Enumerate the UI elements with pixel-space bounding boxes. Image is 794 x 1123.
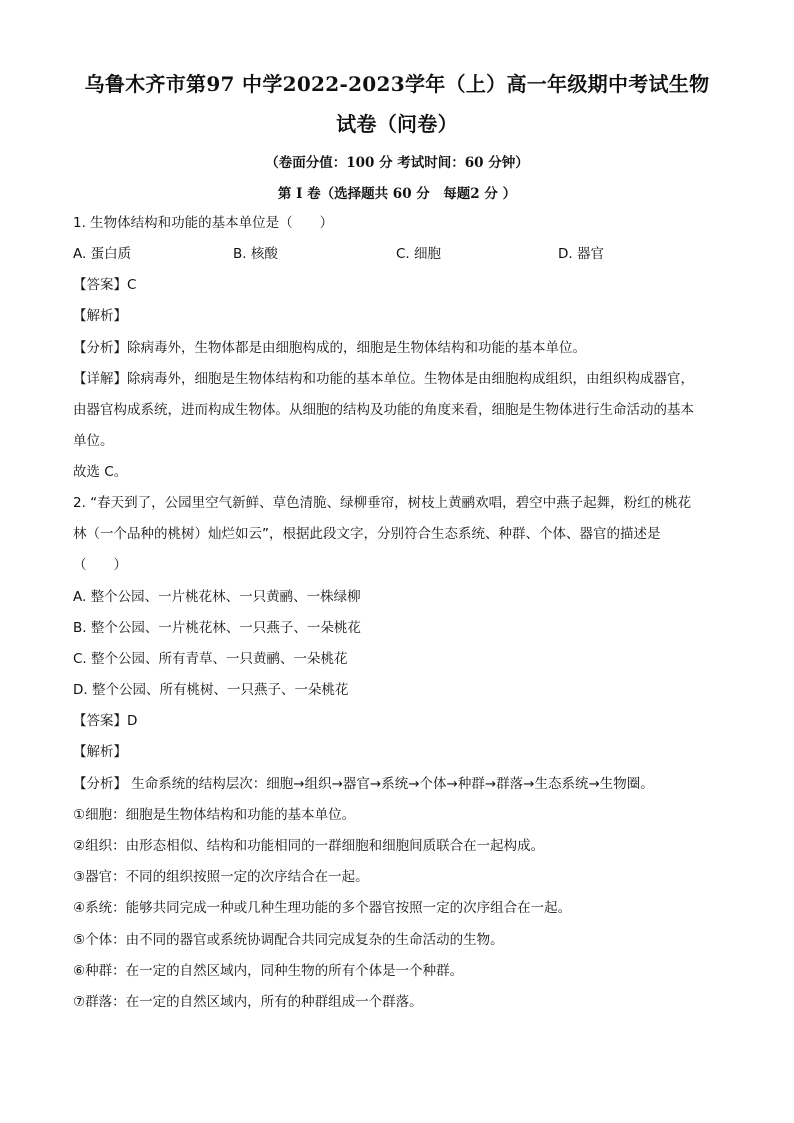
q1-fenxi: 【分析】除病毒外，生物体都是由细胞构成的，细胞是生物体结构和功能的基本单位。 [73,340,586,356]
exam-title-line1: 乌鲁木齐市第97 中学2022-2023学年（上）高一年级期中考试生物 [84,72,710,96]
q2-fenxi: 【分析】 生命系统的结构层次：细胞→组织→器官→系统→个体→种群→群落→生态系统→生物圈。 [73,776,654,792]
q2-point-1: ①细胞：细胞是生物体结构和功能的基本单位。 [73,807,356,823]
q2-point-2: ②组织：由形态相似、结构和功能相同的一群细胞和细胞间质联合在一起构成。 [73,838,545,854]
q1-xiangjie-line2: 由器官构成系统，进而构成生物体。从细胞的结构及功能的角度来看，细胞是生物体进行生命活动的基本 [73,402,694,418]
q1-conclusion: 故选 C。 [73,464,128,480]
q2-option-b: B. 整个公园、一片桃花林、一只燕子、一朵桃花 [73,620,361,636]
q2-analysis-label: 【解析】 [73,744,127,760]
exam-info: （卷面分值：100 分 考试时间：60 分钟） [265,155,529,171]
q2-stem-line2: 林（一个品种的桃树）灿烂如云”，根据此段文字，分别符合生态系统、种群、个体、器官的描述是 [73,526,661,542]
q2-stem-line1: 2. “春天到了，公园里空气新鲜、草色清脆、绿柳垂帘，树枝上黄鹂欢唱，碧空中燕子起舞，粉红的桃花 [73,495,692,511]
q1-option-a: A. 蛋白质 [73,246,132,262]
q1-analysis-label: 【解析】 [73,308,127,324]
section-title: 第 I 卷（选择题共 60 分 每题2 分 ） [277,186,517,202]
q2-option-c: C. 整个公园、所有青草、一只黄鹂、一朵桃花 [73,651,348,667]
q2-point-7: ⑦群落：在一定的自然区域内，所有的种群组成一个群落。 [73,994,423,1010]
q2-point-3: ③器官：不同的组织按照一定的次序结合在一起。 [73,869,369,885]
q2-option-d: D. 整个公园、所有桃树、一只燕子、一朵桃花 [73,682,349,698]
q1-answer: 【答案】C [73,277,137,293]
q1-xiangjie-line1: 【详解】除病毒外，细胞是生物体结构和功能的基本单位。生物体是由细胞构成组织，由组织构成器官， [73,371,694,387]
q2-option-a: A. 整个公园、一片桃花林、一只黄鹂、一株绿柳 [73,589,361,605]
exam-title-line2: 试卷（问卷） [336,112,458,136]
q2-point-4: ④系统：能够共同完成一种或几种生理功能的多个器官按照一定的次序组合在一起。 [73,900,572,916]
q1-option-b: B. 核酸 [233,246,278,262]
q1-stem: 1. 生物体结构和功能的基本单位是（ ） [73,215,334,231]
q2-answer: 【答案】D [73,713,138,729]
q1-xiangjie-line3: 单位。 [73,433,114,449]
q2-point-5: ⑤个体：由不同的器官或系统协调配合共同完成复杂的生命活动的生物。 [73,932,504,948]
q1-option-c: C. 细胞 [396,246,442,262]
q2-point-6: ⑥种群：在一定的自然区域内，同种生物的所有个体是一个种群。 [73,963,464,979]
q2-stem-line3: （ ） [73,557,127,573]
q1-option-d: D. 器官 [558,246,604,262]
